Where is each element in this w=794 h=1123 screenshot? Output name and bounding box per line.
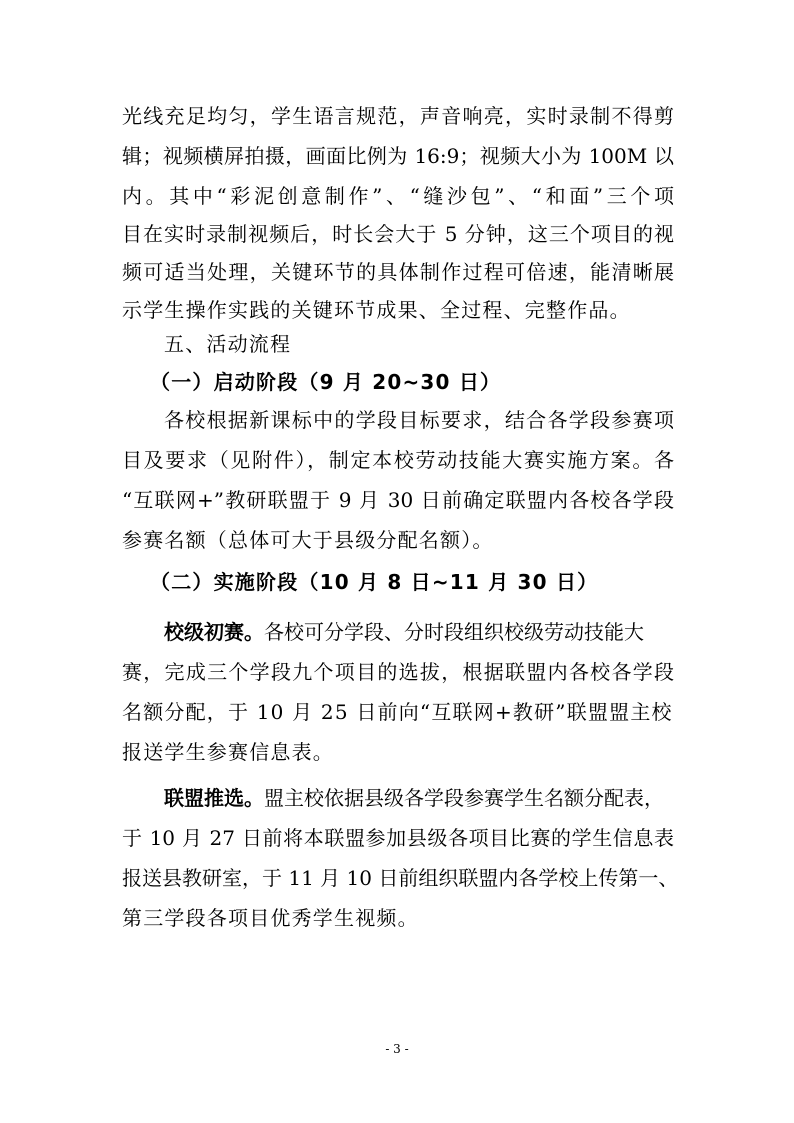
body-line-1: 光线充足均匀，学生语言规范，声音响亮，实时录制不得剪 [122,104,674,128]
section-heading-5: 五、活动流程 [164,332,292,356]
body-line-6: 示学生操作实践的关键环节成果、全过程、完整作品。 [122,298,631,322]
school-round-text: 各校可分学段、分时段组织校级劳动技能大 [264,620,644,644]
startup-line-3: “互联网+”教研联盟于 9 月 30 日前确定联盟内各校各学段 [122,488,674,512]
body-line-2: 辑；视频横屏拍摄，画面比例为 16:9；视频大小为 100M 以 [122,144,674,168]
alliance-label: 联盟推选。 [164,786,264,810]
school-round-line-1 [164,620,674,644]
alliance-line-4: 第三学段各项目优秀学生视频。 [122,906,419,930]
alliance-line-3: 报送县教研室，于 11 月 10 日前组织联盟内各学校上传第一、 [122,866,679,890]
alliance-text: 盟主校依据县级各学段参赛学生名额分配表， [264,786,664,810]
body-line-4: 目在实时录制视频后，时长会大于 5 分钟，这三个项目的视 [122,222,674,246]
subsection-heading-implementation: （二）实施阶段（10 月 8 日~11 月 30 日） [150,570,599,594]
subsection-heading-startup: （一）启动阶段（9 月 20~30 日） [150,370,502,394]
startup-line-1: 各校根据新课标中的学段目标要求，结合各学段参赛项 [164,408,674,432]
startup-line-2: 目及要求（见附件），制定本校劳动技能大赛实施方案。各 [122,448,674,472]
body-line-3: 内。其中“彩泥创意制作”、“缝沙包”、“和面”三个项 [122,184,674,208]
school-round-label: 校级初赛。 [164,620,264,644]
school-round-line-4: 报送学生参赛信息表。 [122,740,334,764]
body-line-5: 频可适当处理，关键环节的具体制作过程可倍速，能清晰展 [122,260,674,284]
startup-line-4: 参赛名额（总体可大于县级分配名额）。 [122,528,494,552]
school-round-line-2: 赛，完成三个学段九个项目的选拔，根据联盟内各校各学段 [122,660,674,684]
page-number: - 3 - [385,1042,409,1056]
alliance-line-2: 于 10 月 27 日前将本联盟参加县级各项目比赛的学生信息表 [122,826,674,850]
alliance-line-1 [164,786,674,810]
school-round-line-3: 名额分配，于 10 月 25 日前向“互联网+教研”联盟盟主校 [122,700,673,724]
